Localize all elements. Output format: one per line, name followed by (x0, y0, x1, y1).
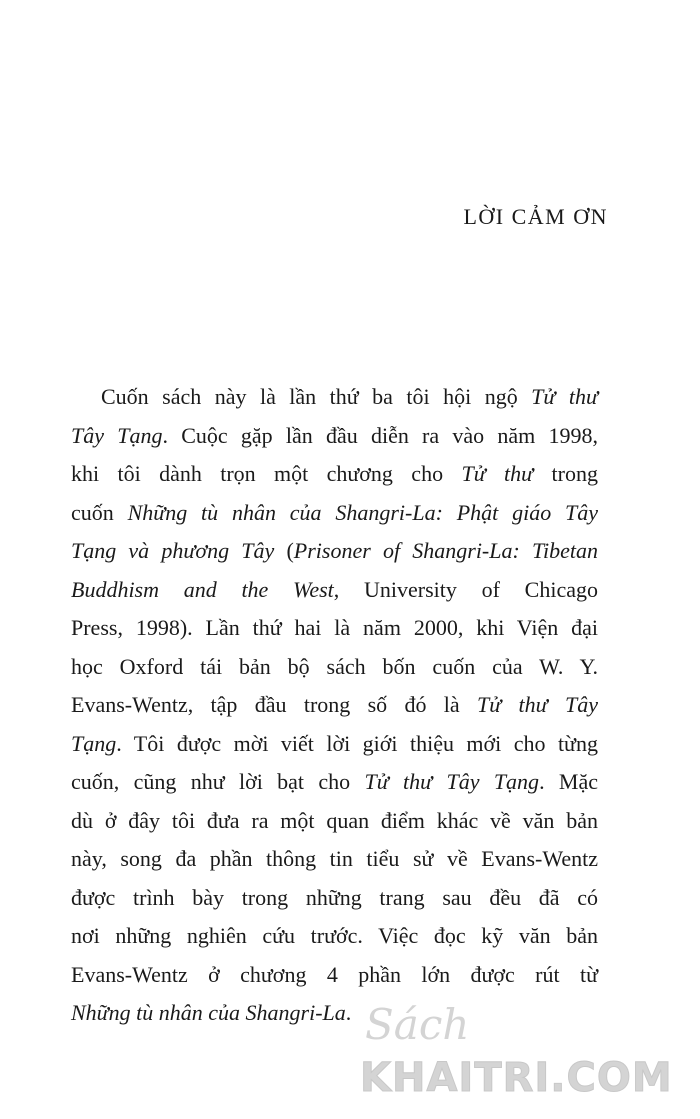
italic-title-text: Những tù nhân của Shangri-La (71, 1000, 346, 1025)
text-line (71, 494, 598, 533)
line-text: . Mặc (539, 769, 598, 794)
line-text: Evans-Wentz ở chương 4 phần lớn được rút từ (71, 961, 598, 987)
italic-title-text: Tử thư (531, 384, 598, 409)
line-text: cuốn, cũng như lời bạt cho (71, 769, 365, 794)
line-text: cuốn (71, 499, 128, 525)
text-line (71, 763, 598, 802)
line-text: Evans-Wentz, tập đầu trong số đó là (71, 692, 477, 717)
line-text: trong (533, 461, 598, 486)
italic-title-text: Tử thư Tây Tạng (364, 769, 540, 794)
line-text: khi tôi dành trọn một chương cho (71, 461, 462, 486)
line-text: học Oxford tái bản bộ sách bốn cuốn của W. Y. (71, 653, 598, 679)
line-text: Cuốn sách này là lần thứ ba tôi hội ngộ (101, 384, 532, 409)
text-line (71, 725, 598, 764)
line-text: Press, 1998). Lần thứ hai là năm 2000, khi Viện đại (71, 615, 598, 640)
italic-title-text: Tạng (71, 730, 117, 756)
text-line (71, 840, 598, 879)
text-line (71, 455, 598, 494)
line-text: ( (274, 538, 294, 563)
italic-title-text: Tạng và phương Tây (71, 538, 275, 563)
text-line (71, 532, 598, 571)
italic-title-text: Buddhism and the West (71, 576, 334, 602)
text-line (71, 609, 598, 648)
text-line (71, 686, 598, 725)
text-line (71, 378, 598, 417)
watermark-logo (360, 1000, 690, 1110)
text-line (71, 917, 598, 956)
watermark-script-text: Sách (365, 1000, 470, 1049)
text-line (71, 879, 598, 918)
line-text: , University of Chicago (333, 576, 598, 602)
italic-title-text: Tây Tạng (71, 422, 163, 448)
line-text: . (345, 1000, 352, 1025)
text-line (71, 802, 598, 841)
line-text: được trình bày trong những trang sau đều đã có (71, 884, 598, 910)
chapter-heading: LỜI CẢM ƠN (463, 204, 608, 229)
italic-title-text: Tử thư (461, 461, 534, 486)
italic-title-text: Prisoner of Shangri-La: Tibetan (293, 538, 599, 563)
line-text: . Tôi được mời viết lời giới thiệu mới cho từng (116, 730, 598, 756)
body-paragraph (71, 378, 598, 1033)
italic-title-text: Những tù nhân của Shangri-La: Phật giáo Tây (127, 499, 598, 525)
text-line (71, 648, 598, 687)
text-line (71, 571, 598, 610)
line-text: . Cuộc gặp lần đầu diễn ra vào năm 1998, (162, 422, 598, 448)
text-line (71, 417, 598, 456)
watermark-main-text: KHAITRI.COM (360, 1055, 673, 1101)
text-line (71, 956, 598, 995)
italic-title-text: Tử thư Tây (477, 692, 598, 717)
line-text: này, song đa phần thông tin tiểu sử về Evans-Wentz (71, 846, 598, 871)
line-text: nơi những nghiên cứu trước. Việc đọc kỹ văn bản (71, 923, 598, 948)
line-text: dù ở đây tôi đưa ra một quan điểm khác về văn bản (71, 807, 598, 833)
